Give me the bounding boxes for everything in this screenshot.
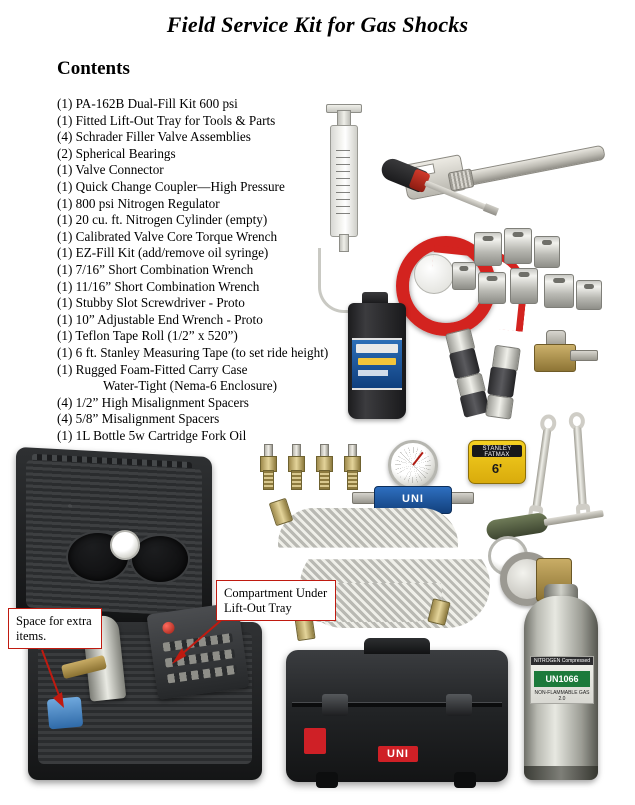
schrader-valve-item xyxy=(316,444,331,488)
list-item: (1) 1L Bottle 5w Cartridge Fork Oil xyxy=(57,427,247,443)
tape-measure-length: 6' xyxy=(491,461,503,476)
callout-space-for-extra-items: Space for extra items. xyxy=(8,608,102,649)
list-item: (1) Quick Change Coupler—High Pressure xyxy=(57,178,285,194)
case-latch xyxy=(446,694,472,716)
torque-wrench-photo xyxy=(485,503,605,541)
tray-tool-row xyxy=(167,665,238,684)
list-item: (1) 11/16” Short Combination Wrench xyxy=(57,278,260,294)
syringe-graduations xyxy=(336,150,350,220)
list-item: (1) Rugged Foam-Fitted Carry Case xyxy=(57,361,248,377)
label-band-top xyxy=(356,344,398,353)
case-handle xyxy=(364,638,430,654)
list-item: (1) 10” Adjustable End Wrench - Proto xyxy=(57,311,263,327)
space-callout-arrow xyxy=(36,648,72,710)
list-item: (1) 7/16” Short Combination Wrench xyxy=(57,261,254,277)
quick-change-coupler-photo-2 xyxy=(480,344,522,433)
list-item: (1) Teflon Tape Roll (1/2” x 520”) xyxy=(57,328,238,344)
case-wheel xyxy=(316,772,338,788)
spacer-item xyxy=(478,272,506,304)
case-gauge xyxy=(110,530,140,560)
contents-list xyxy=(57,96,357,444)
torque-wrench-grip xyxy=(485,512,549,541)
label-band-bottom xyxy=(358,370,388,376)
contents-heading: Contents xyxy=(57,58,130,79)
schrader-valve-item xyxy=(288,444,303,488)
list-item: (4) 5/8” Misalignment Spacers xyxy=(57,411,220,427)
spacer-item xyxy=(544,274,574,308)
oil-bottle-label xyxy=(352,338,402,390)
list-item: (1) Valve Connector xyxy=(57,162,164,178)
case-wheel xyxy=(454,772,476,788)
spacer-item xyxy=(510,268,538,304)
adjustable-wrench-photo xyxy=(400,121,608,218)
wrench-shank xyxy=(532,428,552,512)
spacer-item xyxy=(534,236,560,268)
list-item: (1) 20 cu. ft. Nitrogen Cylinder (empty) xyxy=(57,212,268,228)
wrench-shank xyxy=(573,426,587,510)
label-band-mid xyxy=(358,358,396,365)
list-item: (1) PA-162B Dual-Fill Kit 600 psi xyxy=(57,96,238,111)
list-item: (4) Schrader Filler Valve Assemblies xyxy=(57,129,251,145)
case-side-logo xyxy=(304,728,326,754)
list-item: (1) Fitted Lift-Out Tray for Tools & Parts xyxy=(57,112,276,128)
list-item: (1) EZ-Fill Kit (add/remove oil syringe) xyxy=(57,245,269,261)
tape-measure-photo xyxy=(468,440,526,484)
spacer-item xyxy=(474,232,502,266)
foam-cutout xyxy=(132,536,188,582)
list-item: (4) 1/2” High Misalignment Spacers xyxy=(57,394,249,410)
valve-connector-stem xyxy=(570,350,598,361)
torque-wrench-shaft xyxy=(544,510,604,526)
valve-thread xyxy=(347,470,358,490)
coupler-steel-segment xyxy=(485,394,514,419)
cylinder-label-sub: NON-FLAMMABLE GAS 2.0 xyxy=(534,690,590,702)
spacer-item xyxy=(576,280,602,310)
list-item: (1) 800 psi Nitrogen Regulator xyxy=(57,195,220,211)
tape-measure-brand: STANLEY FATMAX xyxy=(482,446,512,458)
page-title: Field Service Kit for Gas Shocks xyxy=(166,12,469,37)
list-item: (1) Stubby Slot Screwdriver - Proto xyxy=(57,295,245,311)
list-item: (2) Spherical Bearings xyxy=(57,145,176,161)
screwdriver-tip xyxy=(483,203,499,216)
regulator-gauge xyxy=(388,440,438,490)
valve-thread xyxy=(291,470,302,490)
cylinder-label xyxy=(530,656,594,704)
regulator-brand-label: UNI xyxy=(402,493,424,505)
valve-thread xyxy=(319,470,330,490)
case-latch xyxy=(322,694,348,716)
closed-carry-case-photo xyxy=(286,650,508,782)
coupler-dark-segment xyxy=(487,366,517,397)
list-item: Water-Tight (Nema-6 Enclosure) xyxy=(103,378,277,394)
cylinder-label-code: UN1066 xyxy=(534,671,590,687)
list-item: (1) Calibrated Valve Core Torque Wrench xyxy=(57,228,278,244)
spacer-item xyxy=(452,262,476,290)
combination-wrench-7-16-photo xyxy=(527,413,558,522)
schrader-valve-item xyxy=(344,444,359,488)
case-brand-logo: UNI xyxy=(378,746,418,762)
cylinder-base xyxy=(524,766,598,780)
cylinder-label-header: NITROGEN Compressed xyxy=(531,657,593,665)
callout-compartment: Compartment Under Lift-Out Tray xyxy=(216,580,336,621)
spacer-item xyxy=(504,228,532,264)
valve-thread xyxy=(263,470,274,490)
list-item: (1) 6 ft. Stanley Measuring Tape (to set ride height) xyxy=(57,344,329,360)
